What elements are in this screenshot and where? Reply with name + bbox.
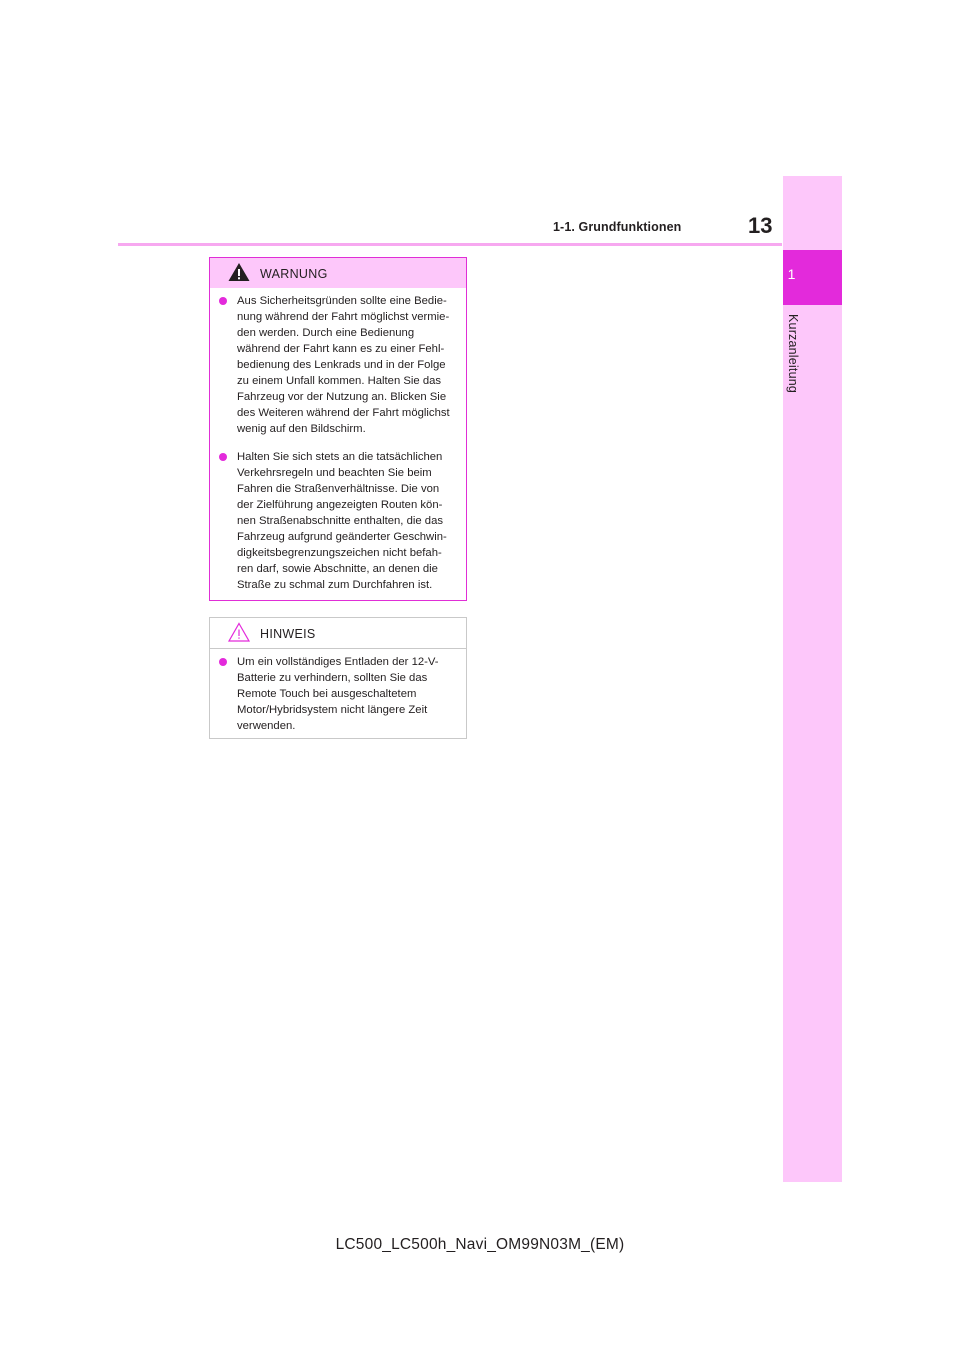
header-rule — [118, 243, 782, 246]
warning-item — [219, 449, 456, 593]
page-number: 13 — [748, 213, 773, 238]
text-line: Verkehrsregeln und beachten Sie beim — [237, 467, 432, 479]
warning-item-text — [237, 293, 456, 437]
text-line: wenig auf den Bildschirm. — [237, 423, 366, 435]
text-line: nung während der Fahrt möglichst vermie- — [237, 311, 450, 323]
text-line: Halten Sie sich stets an die tatsächlichen — [237, 451, 443, 463]
text-line: Straße zu schmal zum Durchfahren ist. — [237, 579, 433, 591]
warning-box-header — [210, 258, 466, 288]
chapter-title: Kurzanleitung — [786, 314, 800, 394]
warning-item — [219, 293, 456, 437]
text-line: digkeitsbegrenzungszeichen nicht befah- — [237, 547, 442, 559]
text-line: zu einem Unfall kommen. Halten Sie das — [237, 375, 442, 387]
text-line: während der Fahrt kann es zu einer Fehl- — [237, 343, 445, 355]
text-line: Fahrzeug aufgrund geänderter Geschwin- — [237, 531, 447, 543]
warning-item-text — [237, 449, 456, 593]
text-line: der Zielführung angezeigten Routen kön- — [237, 499, 443, 511]
text-line: Um ein vollständiges Entladen der 12-V- — [237, 656, 439, 668]
text-line: des Weiteren während der Fahrt möglichst — [237, 407, 450, 419]
text-line: Batterie zu verhindern, sollten Sie das — [237, 672, 428, 684]
bullet-dot — [219, 297, 227, 305]
text-line: Remote Touch bei ausgeschaltetem — [237, 688, 417, 700]
warning-triangle-filled-icon — [227, 261, 251, 283]
section-title: 1-1. Grundfunktionen — [553, 220, 682, 234]
notice-title: HINWEIS — [260, 627, 316, 641]
document-code: LC500_LC500h_Navi_OM99N03M_(EM) — [335, 1236, 625, 1253]
chapter-number: 1 — [787, 266, 796, 282]
notice-box-header — [210, 618, 466, 649]
text-line: den werden. Durch eine Bedienung — [237, 327, 415, 339]
text-line: Fahren die Straßenverhältnisse. Die von — [237, 483, 440, 495]
text-line: ren darf, sowie Abschnitte, an denen die — [237, 563, 438, 575]
notice-item — [219, 654, 456, 734]
warning-triangle-outline-icon — [227, 621, 251, 643]
bullet-dot — [219, 453, 227, 461]
text-line: Aus Sicherheitsgründen sollte eine Bedie- — [237, 295, 447, 307]
warning-box — [209, 257, 467, 601]
text-line: bedienung des Lenkrads und in der Folge — [237, 359, 446, 371]
text-line: Fahrzeug vor der Nutzung an. Blicken Sie — [237, 391, 447, 403]
text-line: Motor/Hybridsystem nicht längere Zeit — [237, 704, 428, 716]
notice-body — [210, 649, 466, 734]
bullet-dot — [219, 658, 227, 666]
text-line: verwenden. — [237, 720, 296, 732]
notice-box — [209, 617, 467, 739]
notice-item-text — [237, 654, 456, 734]
text-line: nen Straßenabschnitte enthalten, die das — [237, 515, 443, 527]
warning-body — [210, 288, 466, 593]
warning-title: WARNUNG — [260, 267, 328, 281]
